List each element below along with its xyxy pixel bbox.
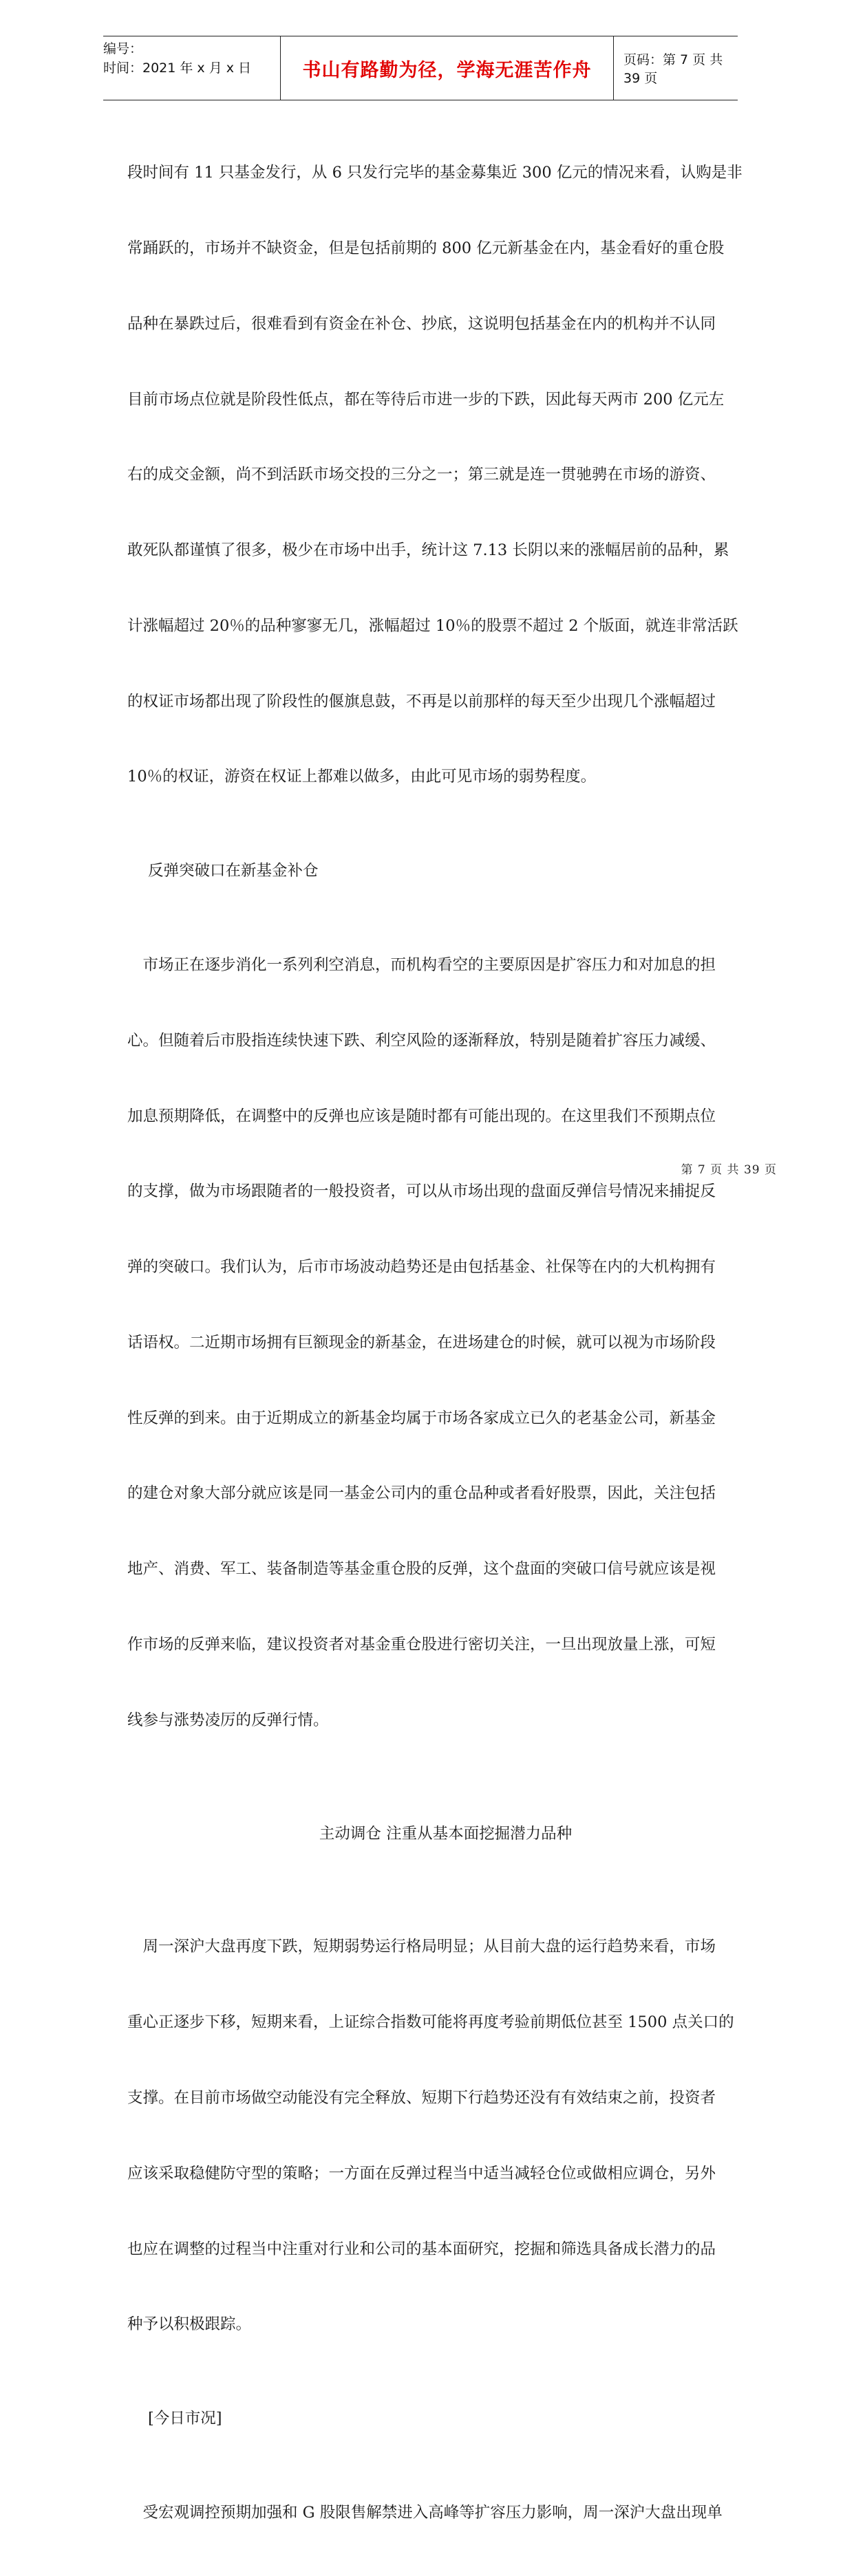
text-line: 种予以积极跟踪。 bbox=[127, 2315, 252, 2334]
paragraph-4 bbox=[127, 2450, 781, 2576]
text-line: 支撑。在目前市场做空动能没有完全释放、短期下行趋势还没有有效结束之前，投资者 bbox=[127, 2088, 716, 2107]
text-line: 性反弹的到来。由于近期成立的新基金均属于市场各家成立已久的老基金公司，新基金 bbox=[127, 1409, 716, 1427]
text-line: 目前市场点位就是阶段性低点，都在等待后市进一步的下跌，因此每天两市 200 亿元左 bbox=[127, 390, 725, 409]
header-meta bbox=[103, 36, 281, 100]
paragraph-2 bbox=[127, 902, 781, 1784]
text-line: 加息预期降低，在调整中的反弹也应该是随时都有可能出现的。在这里我们不预期点位 bbox=[127, 1107, 716, 1125]
text-line: 受宏观调控预期加强和 G 股限售解禁进入高峰等扩容压力影响，周一深沪大盘出现单 bbox=[127, 2503, 723, 2522]
text-line: 品种在暴跌过后，很难看到有资金在补仓、抄底，这说明包括基金在内的机构并不认同 bbox=[127, 314, 716, 333]
text-line: 的支撑，做为市场跟随者的一般投资者，可以从市场出现的盘面反弹信号情况来捕捉反 bbox=[127, 1182, 716, 1201]
text-line: 弹的突破口。我们认为，后市市场波动趋势还是由包括基金、社保等在内的大机构拥有 bbox=[127, 1258, 716, 1277]
text-line: 的建仓对象大部分就应该是同一基金公司内的重仓品种或者看好股票，因此，关注包括 bbox=[127, 1484, 716, 1503]
text-line: 周一深沪大盘再度下跌，短期弱势运行格局明显；从目前大盘的运行趋势来看，市场 bbox=[127, 1938, 716, 1956]
text-line: 计涨幅超过 20％的品种寥寥无几，涨幅超过 10％的股票不超过 2 个版面，就连非常活跃 bbox=[127, 616, 738, 635]
text-line: 的权证市场都出现了阶段性的偃旗息鼓，不再是以前那样的每天至少出现几个涨幅超过 bbox=[127, 692, 716, 711]
text-line: 市场正在逐步消化一系列利空消息，而机构看空的主要原因是扩容压力和对加息的担 bbox=[127, 956, 716, 974]
header-motto: 书山有路勤为径，学海无涯苦作舟 bbox=[281, 36, 614, 100]
section-heading: 反弹突破口在新基金补仓 bbox=[148, 862, 319, 880]
document-body bbox=[127, 110, 781, 2576]
header-page-label: 页码：第 7 页 共 39 页 bbox=[623, 52, 723, 86]
text-line: 线参与涨势凌厉的反弹行情。 bbox=[127, 1711, 329, 1729]
text-line: 心。但随着后市股指连续快速下跌、利空风险的逐渐释放，特别是随着扩容压力减缓、 bbox=[127, 1031, 716, 1050]
text-line: 常踊跃的，市场并不缺资金，但是包括前期的 800 亿元新基金在内，基金看好的重仓股 bbox=[127, 239, 725, 257]
page-header bbox=[103, 36, 738, 100]
text-line: 话语权。二近期市场拥有巨额现金的新基金，在进场建仓的时候，就可以视为市场阶段 bbox=[127, 1333, 716, 1352]
text-line: 10％的权证，游资在权证上都难以做多，由此可见市场的弱势程度。 bbox=[127, 768, 597, 786]
paragraph-1 bbox=[127, 110, 781, 840]
text-line: 也应在调整的过程当中注重对行业和公司的基本面研究，挖掘和筛选具备成长潜力的品 bbox=[127, 2240, 716, 2258]
text-line: 作市场的反弹来临，建议投资者对基金重仓股进行密切关注，一旦出现放量上涨，可短 bbox=[127, 1636, 716, 1654]
page-footer: 第 7 页 共 39 页 bbox=[681, 1163, 777, 1177]
text-line: 右的成交金额，尚不到活跃市场交投的三分之一；第三就是连一贯驰骋在市场的游资、 bbox=[127, 466, 716, 484]
text-line: 应该采取稳健防守型的策略；一方面在反弹过程当中适当减轻仓位或做相应调仓，另外 bbox=[127, 2164, 716, 2183]
document-time-label: 时间：2021 年 x 月 x 日 bbox=[103, 61, 252, 76]
text-line: 段时间有 11 只基金发行，从 6 只发行完毕的基金募集近 300 亿元的情况来看，认购是非 bbox=[127, 164, 743, 182]
text-line: 重心正逐步下移，短期来看，上证综合指数可能将再度考验前期低位甚至 1500 点关口的 bbox=[127, 2013, 734, 2032]
text-line: 地产、消费、军工、装备制造等基金重仓股的反弹，这个盘面的突破口信号就应该是视 bbox=[127, 1560, 716, 1579]
section-heading: [今日市况] bbox=[148, 2410, 222, 2428]
text-line: 敢死队都谨慎了很多，极少在市场中出手，统计这 7.13 长阴以来的涨幅居前的品种，累 bbox=[127, 541, 729, 560]
paragraph-3 bbox=[127, 1884, 781, 2388]
document-number-label: 编号： bbox=[103, 41, 143, 56]
section-heading-centered: 主动调仓 注重从基本面挖掘潜力品种 bbox=[319, 1824, 573, 1843]
